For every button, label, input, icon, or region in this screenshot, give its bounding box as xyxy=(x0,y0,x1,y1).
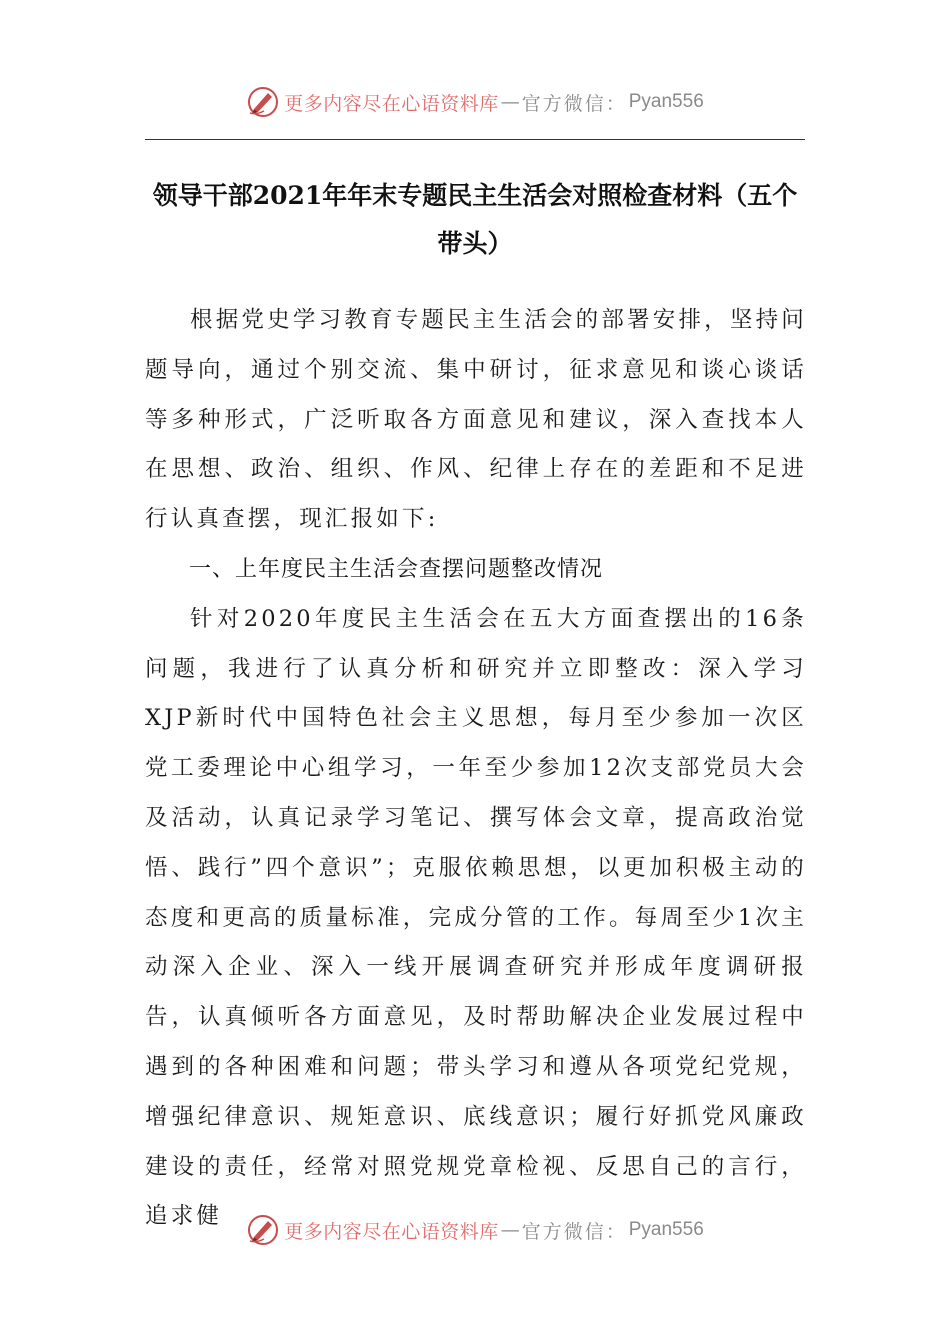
banner-wechat-label: 官方微信： xyxy=(521,1220,627,1243)
banner-wechat-label: 官方微信： xyxy=(521,92,627,115)
banner-site-name: 更多内容尽在心语资料库 xyxy=(284,1220,499,1243)
banner-site-name: 更多内容尽在心语资料库 xyxy=(284,92,499,115)
document-title: 领导干部2021年年末专题民主生活会对照检查材料（五个带头） xyxy=(152,181,798,258)
banner-wechat-id: Pyan556 xyxy=(628,91,704,112)
header-rule xyxy=(145,139,805,140)
pen-logo-icon xyxy=(246,1213,280,1247)
intro-paragraph: 根据党史学习教育专题民主生活会的部署安排，坚持问题导向，通过个别交流、集中研讨，征求意见和谈心谈话等多种形式，广泛听取各方面意见和建议，深入查找本人在思想、政治、组织、作风、纪律上存在的差距和不足进行认真查摆，现汇报如下: xyxy=(145,307,807,533)
header-banner xyxy=(0,82,950,122)
document-body xyxy=(145,296,807,1242)
banner-wechat-id: Pyan556 xyxy=(628,1219,704,1240)
pen-logo-icon xyxy=(246,85,280,119)
banner-separator: — xyxy=(500,1219,520,1241)
section-paragraph: 针对2020年度民主生活会在五大方面查摆出的16条问题，我进行了认真分析和研究并立即整改：深入学习XJP新时代中国特色社会主义思想，每月至少参加一次区党工委理论中心组学习，一年至少参加12次支部党员大会及活动，认真记录学习笔记、撰写体会文章，提高政治觉悟、践行”四个意识”；克服依赖思想，以更加积极主动的态度和更高的质量标准，完成分管的工作。每周至少1次主动深入企业、深入一线开展调查研究并形成年度调研报告，认真倾听各方面意见，及时帮助解决企业发展过程中遇到的各种困难和问题；带头学习和遵从各项党纪党规，增强纪律意识、规矩意识、底线意识；履行好抓党风廉政建设的责任，经常对照党规党章检视、反思自己的言行，追求健 xyxy=(145,605,807,1230)
banner-separator: — xyxy=(500,91,520,113)
section-heading: 一、上年度民主生活会查摆问题整改情况 xyxy=(189,556,604,582)
footer-banner xyxy=(0,1210,950,1250)
